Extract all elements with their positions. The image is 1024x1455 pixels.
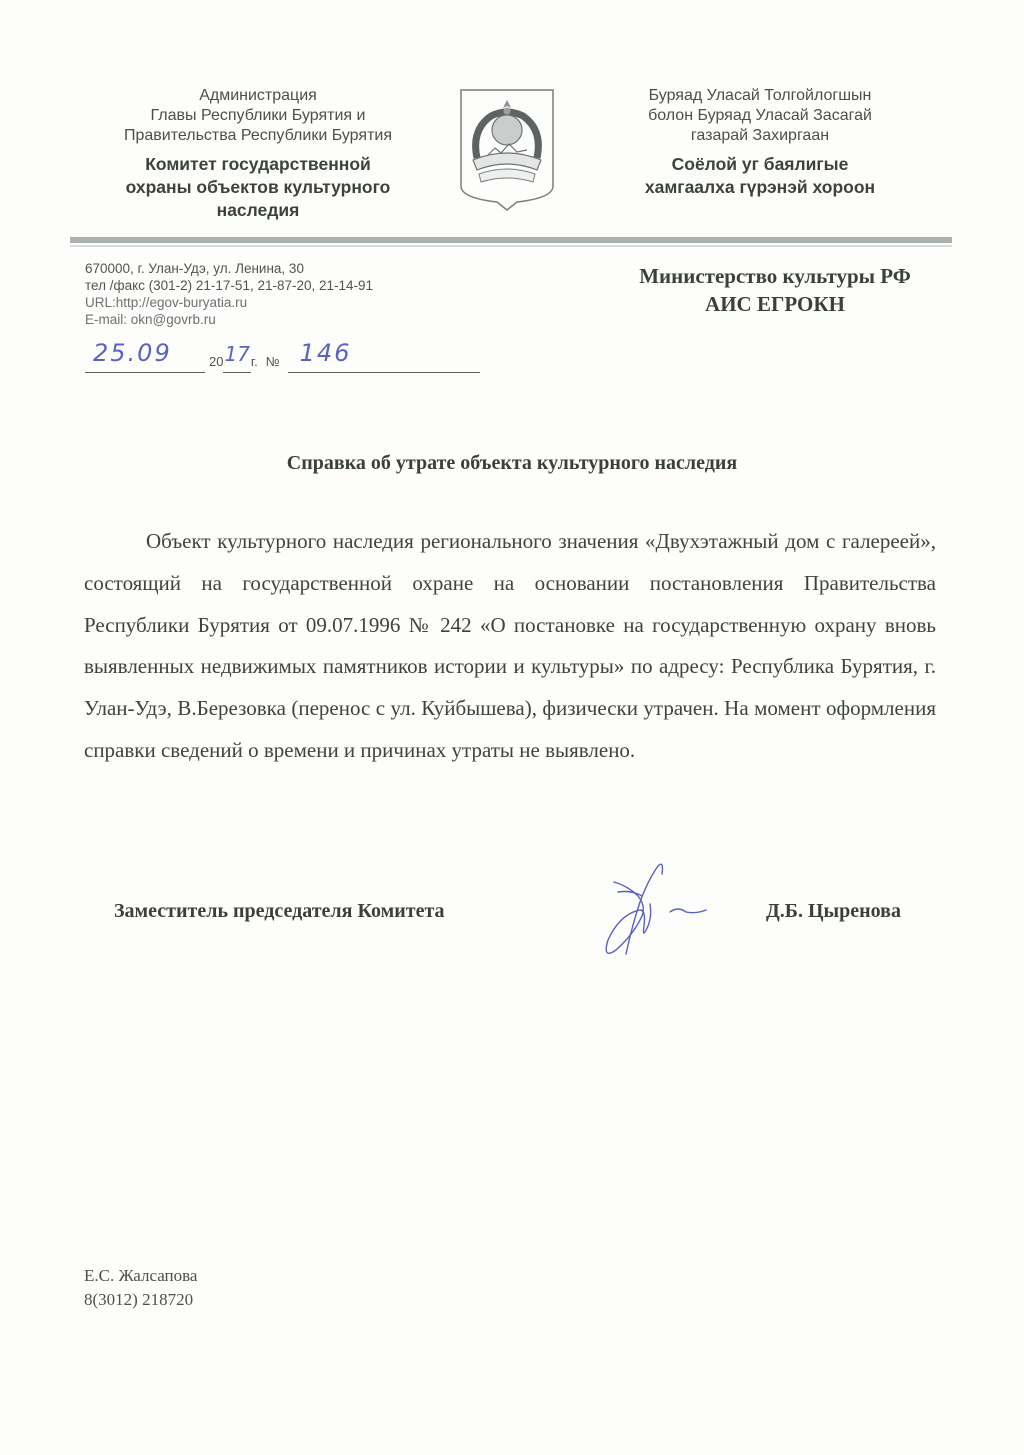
year-prefix: 20 (209, 354, 224, 369)
handwritten-signature (592, 856, 712, 960)
year-suffix: г. (250, 354, 258, 369)
handwritten-date: 25.09 (93, 339, 172, 367)
addressee-line: АИС ЕГРОКН (705, 292, 845, 316)
executor-block (84, 1264, 197, 1312)
committee-line: наследия (216, 200, 300, 220)
org-line: Буряад Уласай Толгойлогшын (648, 87, 872, 104)
handwritten-year: 17 (224, 342, 250, 366)
header-divider (70, 237, 952, 243)
addressee-line: Министерство культуры РФ (639, 264, 911, 288)
date-blank (85, 338, 205, 373)
header-divider-thin (70, 245, 952, 247)
number-label: № (265, 354, 280, 369)
handwritten-number: 146 (299, 339, 352, 367)
executor-name: Е.С. Жалсапова (84, 1266, 198, 1285)
org-line: Администрация (199, 87, 317, 104)
website-url: URL:http://egov-buryatia.ru (85, 295, 248, 310)
document-title: Справка об утрате объекта культурного наследия (286, 452, 738, 474)
committee-name (600, 153, 920, 199)
document-body: Объект культурного наследия регионального значения «Двухэтажный дом с галереей», состоящий на государственной охране на основании постановления Правительства Республики Бурятия от 09.07.1996 № 242 «О постановке на государственную охрану вновь выявленных недвижимых памятников истории и культуры» по адресу: Республика Бурятия, г. Улан-Удэ, В.Березовка (перенос с ул. Куйбышева), физически утрачен. На момент оформления справки сведений о времени и причинах утраты не выявлено. (84, 529, 936, 762)
executor-phone: 8(3012) 218720 (84, 1290, 194, 1309)
committee-line: хамгаалха гүрэнэй хороон (644, 177, 876, 197)
contact-block (85, 260, 505, 328)
committee-line: Комитет государственной (145, 154, 371, 174)
org-line: Главы Республики Бурятия и (150, 107, 366, 124)
committee-line: Соёлой уг баялигые (671, 154, 849, 174)
header-right-block (600, 86, 920, 199)
org-line: болон Буряад Уласай Засагай (648, 107, 872, 124)
org-line: Правительства Республики Бурятия (123, 127, 392, 144)
address: 670000, г. Улан-Удэ, ул. Ленина, 30 (85, 261, 304, 276)
phone-fax: тел /факс (301-2) 21-17-51, 21-87-20, 21-14-91 (85, 278, 374, 293)
committee-name (72, 153, 444, 222)
signer-name: Д.Б. Цыренова (766, 900, 901, 922)
addressee (600, 262, 950, 318)
number-blank (288, 338, 480, 373)
signer-position: Заместитель председателя Комитета (114, 900, 445, 922)
header-left-block (72, 86, 444, 222)
email: E-mail: okn@govrb.ru (85, 312, 216, 327)
registration-line (85, 338, 525, 373)
committee-line: охраны объектов культурного (125, 177, 391, 197)
year-blank (223, 339, 250, 373)
org-line: газарай Захиргаан (690, 127, 830, 144)
coat-of-arms-icon (457, 86, 557, 214)
